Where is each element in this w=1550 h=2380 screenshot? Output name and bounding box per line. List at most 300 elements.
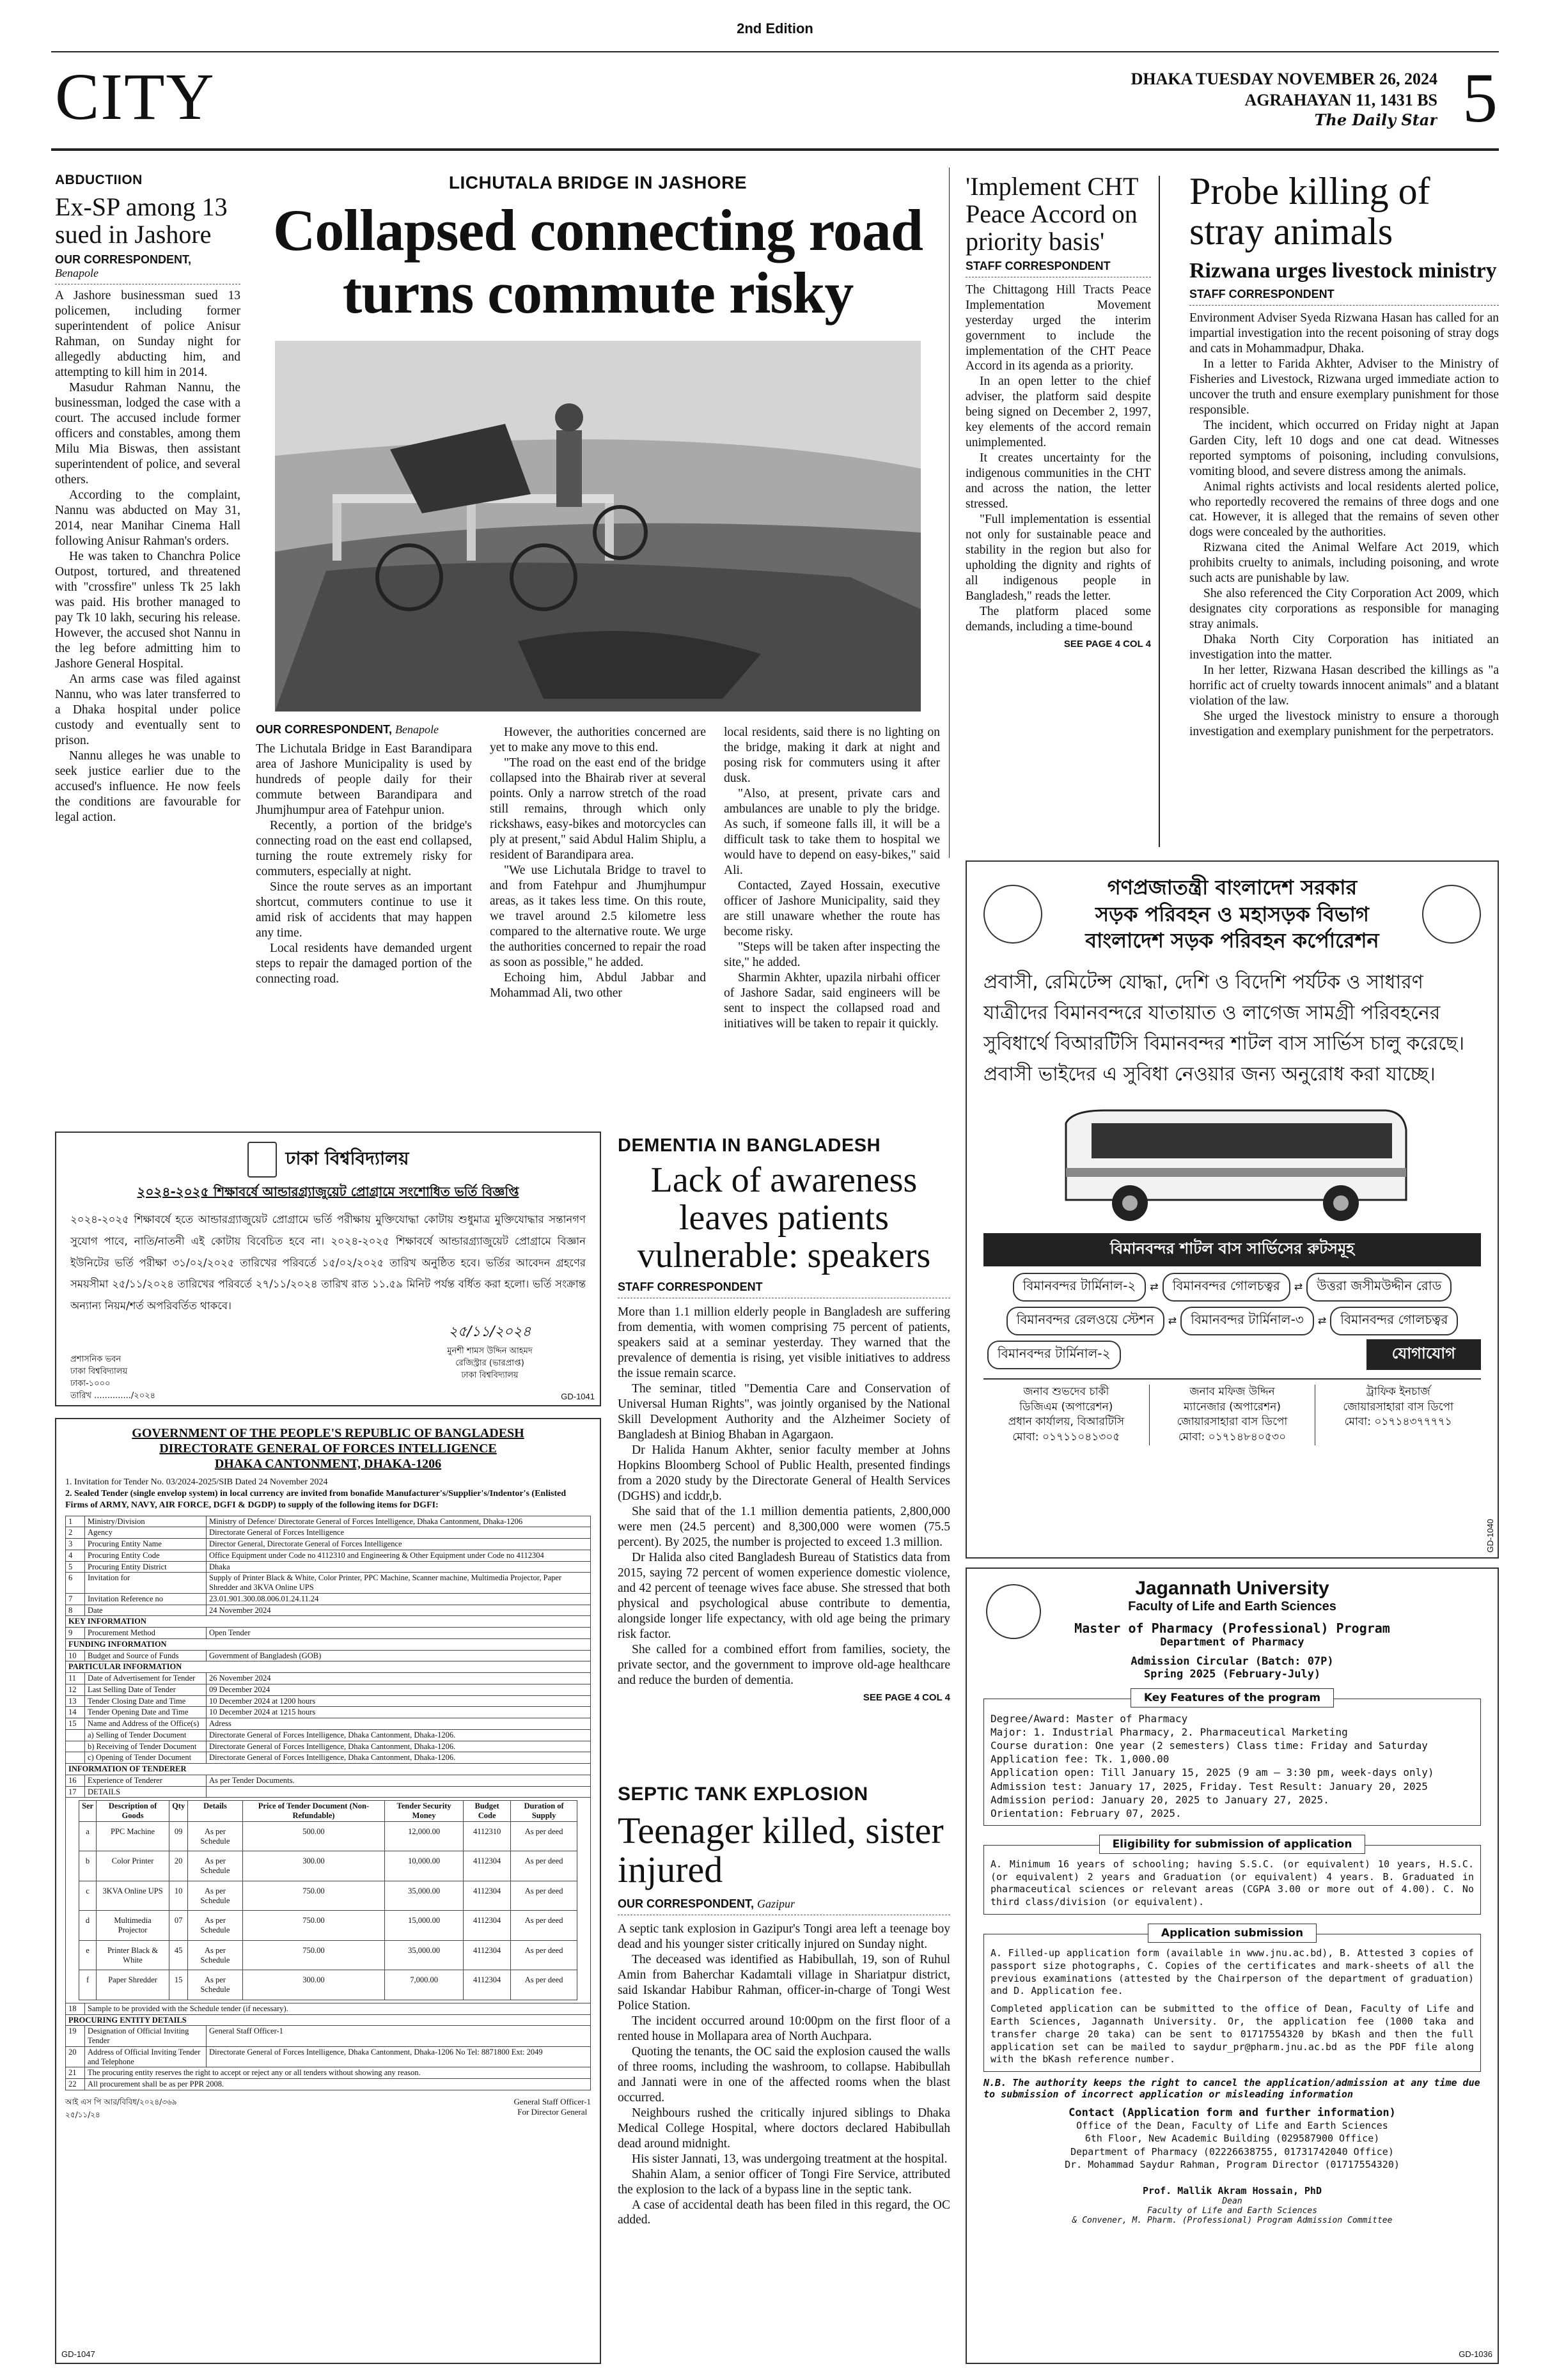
- du-signature-block: [394, 1321, 586, 1402]
- table-cell: Designation of Official Inviting Tender: [85, 2026, 207, 2047]
- tender-header: [65, 1426, 591, 1472]
- items-header-cell: Details: [188, 1801, 243, 1822]
- ju-signature: [983, 2185, 1481, 2225]
- table-cell: Paper Shredder: [97, 1970, 169, 2000]
- tender-sign: General Staff Officer-1 For Director General: [513, 2096, 591, 2117]
- dateline-block: [1131, 69, 1437, 130]
- tender-intro-line: 1. Invitation for Tender No. 03/2024-2025/SIB Dated 24 November 2024: [65, 1477, 328, 1487]
- table-cell: As per deed: [511, 1851, 577, 1881]
- table-row: [66, 1539, 591, 1550]
- table-cell: 2: [66, 1527, 85, 1539]
- table-cell: Sample to be provided with the Schedule tender (if necessary).: [85, 2003, 591, 2014]
- table-cell: DETAILS: [85, 1786, 207, 1798]
- abduction-story: [55, 173, 240, 1112]
- paragraph: The Chittagong Hill Tracts Peace Implementation Movement yesterday urged the interim government to include the implementation of the CHT Peace Accord in its agenda as a priority.: [966, 283, 1151, 373]
- table-cell: f: [79, 1970, 97, 2000]
- paragraph: She also referenced the City Corporation Act 2009, which designates city corporations as responsible for managing stray animals.: [1189, 587, 1499, 632]
- table-cell: As per deed: [511, 1881, 577, 1911]
- contact-person: জনাব মফিজ উদ্দিন ম্যানেজার (অপারেশন) জোয়ারসাহারা বাস ডিপো মোবা: ০১৭১৪৮৪০৫৩০: [1150, 1385, 1316, 1445]
- table-row: [79, 1970, 577, 2000]
- feature-line: Application open: Till January 15, 2025 (9 am – 3:30 pm, week-days only): [990, 1766, 1434, 1779]
- brtc-titles: [1085, 875, 1379, 954]
- route-stop: বিমানবন্দর গোলচত্বর: [1330, 1307, 1458, 1335]
- table-cell: Dhaka: [207, 1561, 591, 1573]
- table-cell: As per deed: [511, 1970, 577, 2000]
- paragraph: Contacted, Zayed Hossain, executive officer of Jashore Municipality, said they are still unaware whether the route has become risky.: [724, 878, 940, 938]
- items-header-cell: Tender Security Money: [385, 1801, 464, 1822]
- gd-code: GD-1047: [61, 2349, 95, 2359]
- du-right-sign: মুনশী শামস উদ্দিন আহমদ রেজিস্ট্রার (ভারপ্রাপ্ত) ঢাকা বিশ্ববিদ্যালয়: [447, 1346, 533, 1380]
- tender-line: DIRECTORATE GENERAL OF FORCES INTELLIGENCE: [159, 1442, 497, 1456]
- table-cell: 35,000.00: [385, 1881, 464, 1911]
- paragraph: Dr Halida also cited Bangladesh Bureau of Statistics data from 2015, saying 72 percent of women experience domestic violence, and 42 percent of teenage wives face abuse. She stressed that both physical and psychological abuse contribute to dementia, alongside longer life expectancy, with old age being the primary risk factor.: [618, 1551, 950, 1642]
- paragraph: A septic tank explosion in Gazipur's Tongi area left a teenage boy dead and his younger sister critically injured on Sunday night.: [618, 1922, 950, 1951]
- table-cell: PPC Machine: [97, 1821, 169, 1851]
- table-cell: As per Schedule: [188, 1821, 243, 1851]
- table-cell: KEY INFORMATION: [66, 1616, 591, 1628]
- byline-place: Benapole: [55, 267, 98, 280]
- table-cell: Directorate General of Forces Intelligence, Dhaka Cantonment, Dhaka-1206.: [207, 1729, 591, 1741]
- paragraph: It creates uncertainty for the indigenous communities in the CHT and across the nation, the letter stressed.: [966, 451, 1151, 511]
- du-body: ২০২৪-২০২৫ শিক্ষাবর্ষে হতে আন্ডারগ্র্যাজুয়েট প্রোগ্রামে ভর্তি পরীক্ষায় মুক্তিযোদ্ধা কোটায় শুধুমাত্র মুক্তিযোদ্ধার সন্তানগণ সুযোগ পাবে, নাতি/নাতনী এই কোটায় বিবেচিত হবে না। ২০২৪-২০২৫ শিক্ষাবর্ষে আন্ডারগ্র্যাজুয়েট প্রোগ্রামে বিজ্ঞান ইউনিটের ভর্তি পরীক্ষা ৩১/০২/২০২৫ তারিখের পরিবর্তে ১৫/০২/২০২৫ তারিখ অনুষ্ঠিত হবে। ভর্তির আবেদন গ্রহণের সময়সীমা ২৫/১১/২০২৪ তারিখের পরিবর্তে ২৭/১১/২০২৪ তারিখ রাত ১১.৫৯ মিনিট পর্যন্ত বর্ধিত করা হলো। ভর্তি সংক্রান্ত অন্যান্য নিয়ম/শর্ত অপরিবর্তিত থাকবে।: [70, 1213, 586, 1312]
- table-row: [66, 1775, 591, 1786]
- story-byline: [618, 1897, 950, 1911]
- table-cell: 21: [66, 2067, 85, 2079]
- table-cell: c) Opening of Tender Document: [85, 1752, 207, 1764]
- table-row: [66, 2026, 591, 2047]
- table-cell: Name and Address of the Office(s): [85, 1718, 207, 1730]
- story-byline: [55, 253, 240, 280]
- items-header-cell: Qty: [169, 1801, 188, 1822]
- feature-line: Degree/Award: Master of Pharmacy: [990, 1713, 1188, 1725]
- story-kicker: DEMENTIA IN BANGLADESH: [618, 1135, 881, 1156]
- table-cell: 4112304: [463, 1911, 510, 1941]
- table-cell: As per Schedule: [188, 1970, 243, 2000]
- byline-place: Gazipur: [757, 1897, 795, 1910]
- table-row: [66, 1752, 591, 1764]
- table-cell: Agency: [85, 1527, 207, 1539]
- items-header-cell: Budget Code: [463, 1801, 510, 1822]
- table-cell: Directorate General of Forces Intelligence: [207, 1527, 591, 1539]
- paragraph: Nannu alleges he was unable to seek justice earlier due to the accused's influence. He now feels the conditions are favourable for legal action.: [55, 749, 240, 824]
- table-cell: 17: [66, 1786, 85, 1798]
- byline-place: Benapole: [395, 723, 439, 736]
- table-cell: 7,000.00: [385, 1970, 464, 2000]
- story-headline: Ex-SP among 13 sued in Jashore: [55, 192, 228, 249]
- paragraph: Animal rights activists and local residents alerted police, who reportedly recovered the remains of three dogs and one cat. However, it is alleged that the remains of seven other dogs were concealed by the authorities.: [1189, 479, 1499, 540]
- feature-line: Major: 1. Industrial Pharmacy, 2. Pharmaceutical Marketing: [990, 1726, 1348, 1739]
- table-row: [66, 1516, 591, 1527]
- table-cell: 20: [169, 1851, 188, 1881]
- table-cell: 10,000.00: [385, 1851, 464, 1881]
- probe-story: [1189, 171, 1499, 849]
- paragraph: local residents, said there is no lighting on the bridge, making it dark at night and posing risk for commuters using it after dusk.: [724, 726, 940, 785]
- column-rule: [949, 167, 950, 858]
- table-row: [66, 1650, 591, 1661]
- table-cell: Procuring Entity Code: [85, 1550, 207, 1561]
- table-cell: Procuring Entity Name: [85, 1539, 207, 1550]
- paragraph: Echoing him, Abdul Jabbar and Mohammad Ali, two other: [490, 970, 706, 1000]
- table-cell: Last Selling Date of Tender: [85, 1684, 207, 1695]
- items-cell: [66, 1798, 591, 2003]
- paragraph: In her letter, Rizwana Hasan described the killings as "a horrific act of cruelty towards innocent animals" and a blatant violation of the law.: [1189, 664, 1499, 708]
- table-row: [66, 1684, 591, 1695]
- table-cell: 500.00: [242, 1821, 384, 1851]
- paragraph: Recently, a portion of the bridge's connecting road on the east end collapsed, turning the route extremely risky for commuters, especially at night.: [256, 818, 472, 878]
- table-cell: e: [79, 1940, 97, 1970]
- table-cell: As per deed: [511, 1821, 577, 1851]
- story-body: [55, 288, 240, 825]
- ju-features: [983, 1699, 1481, 1826]
- see-page-link[interactable]: SEE PAGE 4 COL 4: [863, 1692, 950, 1703]
- ju-header: [983, 1578, 1481, 1681]
- table-cell: As per deed: [511, 1940, 577, 1970]
- dementia-story: [618, 1135, 950, 1749]
- dateline: DHAKA TUESDAY NOVEMBER 26, 2024: [1131, 70, 1437, 88]
- table-cell: As per Schedule: [188, 1911, 243, 1941]
- table-cell: Office Equipment under Code no 4112310 and Engineering & Other Equipment under Code no 4112304: [207, 1550, 591, 1561]
- cht-story: [966, 173, 1151, 850]
- paragraph: "Steps will be taken after inspecting the site," he added.: [724, 940, 940, 969]
- table-cell: 7: [66, 1593, 85, 1605]
- table-row: [66, 1550, 591, 1561]
- table-cell: 26 November 2024: [207, 1673, 591, 1684]
- table-cell: 5: [66, 1561, 85, 1573]
- table-cell: 300.00: [242, 1970, 384, 2000]
- paragraph: According to the complaint, Nannu was abducted on May 31, 2014, near Manihar Cinema Hall following Anisur Rahman's orders.: [55, 488, 240, 548]
- paragraph: The incident occurred around 10:00pm on the first floor of a rented house in Mollapara area of North Auchpara.: [618, 2014, 950, 2043]
- bridge-photo: [275, 341, 921, 712]
- top-rule: [51, 51, 1499, 52]
- table-cell: Government of Bangladesh (GOB): [207, 1650, 591, 1661]
- table-section-row: [66, 2014, 591, 2026]
- paragraph: Sharmin Akhter, upazila nirbahi officer of Jashore Sadar, said engineers will be sent to inspect the collapsed road and initiatives will be taken to repair it quickly.: [724, 970, 940, 1031]
- table-cell: [207, 1786, 591, 1798]
- table-cell: Invitation for: [85, 1573, 207, 1594]
- table-row: [66, 1695, 591, 1707]
- ju-name: Jagannath University: [1135, 1578, 1329, 1599]
- feature-line: Admission period: January 20, 2025 to January 27, 2025.: [990, 1793, 1329, 1806]
- du-left-sign: প্রশাসনিক ভবন ঢাকা বিশ্ববিদ্যালয় ঢাকা-১০০০ তারিখ ............../২০২৪: [70, 1355, 156, 1401]
- paragraph: He was taken to Chanchra Police Outpost, tortured, and threatened with "crossfire" unless Tk 25 lakh was paid. His brother managed to pay Tk 10 lakh, securing his release. However, the accused shot Nannu in the leg before admitting him to Jashore General Hospital.: [55, 550, 240, 671]
- table-cell: Multimedia Projector: [97, 1911, 169, 1941]
- paragraph: Since the route serves as an important shortcut, commuters continue to use it amid risk of accidents that may happen any time.: [256, 880, 472, 940]
- lead-column: [256, 742, 472, 1032]
- table-row: [66, 1718, 591, 1730]
- table-cell: Supply of Printer Black & White, Color Printer, PPC Machine, Scanner machine, Multimedia Projector, Paper Shredder and 3KVA Online UPS: [207, 1573, 591, 1594]
- table-section-row: [66, 1661, 591, 1673]
- table-row: [66, 1593, 591, 1605]
- tender-line: DHAKA CANTONMENT, DHAKA-1206: [214, 1457, 442, 1471]
- table-row: [66, 1527, 591, 1539]
- table-cell: 1: [66, 1516, 85, 1527]
- paragraph: Rizwana cited the Animal Welfare Act 2019, which prohibits cruelty to animals, including poisoning, and wrote such acts are punishable by law.: [1189, 541, 1499, 586]
- ju-admission-ad: [966, 1567, 1499, 2364]
- story-body: [1189, 311, 1499, 740]
- table-cell: 09: [169, 1821, 188, 1851]
- du-signature-date: ২৫/১১/২০২৪: [448, 1324, 531, 1341]
- ju-logo-icon: [986, 1584, 1041, 1639]
- story-headline: 'Implement CHT Peace Accord on priority basis': [966, 173, 1138, 256]
- story-kicker: LICHUTALA BRIDGE IN JASHORE: [448, 173, 748, 192]
- rickshaw-illustration-icon: [275, 341, 921, 712]
- table-cell: 10 December 2024 at 1200 hours: [207, 1695, 591, 1707]
- table-cell: 20: [66, 2046, 85, 2067]
- table-cell: 15,000.00: [385, 1911, 464, 1941]
- items-header-cell: Duration of Supply: [511, 1801, 577, 1822]
- table-cell: 12: [66, 1684, 85, 1695]
- story-body: [618, 1305, 950, 1688]
- table-cell: 18: [66, 2003, 85, 2014]
- story-headline: Teenager killed, sister injured: [618, 1810, 944, 1890]
- ju-sig-name: Prof. Mallik Akram Hossain, PhD: [1143, 2185, 1322, 2197]
- table-cell: Adress: [207, 1718, 591, 1730]
- route-list: বিমানবন্দর টার্মিনাল-২ ⇄ বিমানবন্দর গোলচত্বর ⇄ উত্তরা জসীমউদ্দীন রোড বিমানবন্দর রেলওয়ে স্টেশন ⇄ বিমানবন্দর টার্মিনাল-৩ ⇄ বিমানবন্দর গোলচত্বর বিমানবন্দর টার্মিনাল-২ যোগাযোগ: [983, 1270, 1481, 1372]
- paragraph: A case of accidental death has been filed in this regard, the OC added.: [618, 2198, 950, 2227]
- section-title: CITY: [55, 64, 215, 130]
- tender-table: [65, 1516, 591, 2090]
- feature-line: Course duration: One year (2 semesters) Class time: Friday and Saturday: [990, 1739, 1428, 1752]
- table-row: [66, 1628, 591, 1639]
- paragraph: In a letter to Farida Akhter, Adviser to the Ministry of Fisheries and Livestock, Rizwana urged immediate action to uncover the truth and ensure exemplary punishment for those responsible.: [1189, 357, 1499, 417]
- table-cell: Ministry of Defence/ Directorate General of Forces Intelligence, Dhaka Cantonment, Dhaka-1206: [207, 1516, 591, 1527]
- table-cell: a) Selling of Tender Document: [85, 1729, 207, 1741]
- paragraph: She called for a combined effort from families, society, the private sector, and the government to improve old-age healthcare and reduce the burden of dementia.: [618, 1643, 950, 1688]
- route-stop: বিমানবন্দর গোলচত্বর: [1162, 1273, 1290, 1302]
- story-headline: Probe killing of stray animals: [1189, 171, 1430, 253]
- column-rule: [1159, 176, 1160, 847]
- table-cell: c: [79, 1881, 97, 1911]
- edition-label: 2nd Edition: [737, 20, 813, 36]
- submission-text: A. Filled-up application form (available in www.jnu.ac.bd), B. Attested 3 copies of passport size photographs, C. Copies of the certificates and mark-sheets of all the previous examinations (attested by the Chairperson of the department of graduation) and D. Application fee.: [990, 1947, 1474, 1997]
- du-title: ঢাকা বিশ্ববিদ্যালয়: [285, 1147, 409, 1169]
- paragraph: "Full implementation is essential not only for sustainable peace and stability in the region but also for upholding the dignity and rights of all indigenous people in Bangladesh," reads the letter.: [966, 513, 1151, 603]
- brtc-title: বাংলাদেশ সড়ক পরিবহন কর্পোরেশন: [1085, 928, 1379, 953]
- table-cell: FUNDING INFORMATION: [66, 1638, 591, 1650]
- table-cell: [66, 1752, 85, 1764]
- story-byline: STAFF CORRESPONDENT: [966, 259, 1111, 272]
- masthead-rule: [51, 148, 1499, 151]
- table-row: [66, 1561, 591, 1573]
- table-row: [66, 1729, 591, 1741]
- ju-section-title: Eligibility for submission of application: [1099, 1835, 1366, 1854]
- paragraph: Local residents have demanded urgent steps to repair the damaged portion of the connecting road.: [256, 941, 472, 986]
- story-body: [966, 283, 1151, 635]
- table-row: [66, 1741, 591, 1752]
- story-body: [618, 1922, 950, 2228]
- du-admission-ad: [55, 1132, 601, 1406]
- table-row: [66, 1573, 591, 1594]
- table-row: [66, 1707, 591, 1718]
- brtc-header: [983, 875, 1481, 954]
- byline-text: OUR CORRESPONDENT,: [55, 253, 192, 267]
- story-byline: STAFF CORRESPONDENT: [618, 1280, 763, 1294]
- items-header-cell: Description of Goods: [97, 1801, 169, 1822]
- table-cell: Director General, Directorate General of Forces Intelligence: [207, 1539, 591, 1550]
- table-cell: INFORMATION OF TENDERER: [66, 1764, 591, 1775]
- table-cell: 750.00: [242, 1911, 384, 1941]
- brtc-contacts: [983, 1378, 1481, 1445]
- paragraph: "We use Lichutala Bridge to travel to and from Fatehpur and Jhumjhumpur areas, as it takes less time. On this route, we travel around 2.5 kilometre less compared to the alternative route. We urge the authorities concerned to repair the road as soon as possible," he added.: [490, 863, 706, 969]
- ju-dept: Department of Pharmacy: [1160, 1636, 1304, 1649]
- table-cell: 12,000.00: [385, 1821, 464, 1851]
- table-cell: Printer Black & White: [97, 1940, 169, 1970]
- byline-text: OUR CORRESPONDENT,: [256, 723, 393, 736]
- table-cell: Directorate General of Forces Intelligence, Dhaka Cantonment, Dhaka-1206 No Tel: 8871800 Ext: 2049: [207, 2046, 591, 2067]
- table-cell: PROCURING ENTITY DETAILS: [66, 2014, 591, 2026]
- table-cell: 14: [66, 1707, 85, 1718]
- table-cell: As per Schedule: [188, 1881, 243, 1911]
- ju-note: N.B. The authority keeps the right to cancel the application/admission at any time due to submission of incorrect application or misleading information: [983, 2077, 1480, 2101]
- gd-code: GD-1040: [1485, 1519, 1495, 1553]
- items-table: [79, 1800, 577, 2000]
- table-cell: a: [79, 1821, 97, 1851]
- brtc-logo-icon: [1422, 885, 1481, 944]
- table-cell: 750.00: [242, 1881, 384, 1911]
- paragraph: Dhaka North City Corporation has initiated an investigation into the matter.: [1189, 633, 1499, 662]
- paragraph: The Lichutala Bridge in East Barandipara area of Jashore Municipality is used by hundreds of people daily for their commute between Barandipara and Jhumjhumpur area of Fatehpur union.: [256, 742, 472, 817]
- table-row: [66, 2046, 591, 2067]
- table-row: [66, 1673, 591, 1684]
- ju-submission: [983, 1934, 1481, 2072]
- table-cell: Directorate General of Forces Intelligence, Dhaka Cantonment, Dhaka-1206.: [207, 1741, 591, 1752]
- table-cell: 4112310: [463, 1821, 510, 1851]
- tender-intro: [65, 1477, 591, 1512]
- paragraph: "The road on the east end of the bridge collapsed into the Bhairab river at several points. Only a narrow stretch of the road still remains, through which only rickshaws, easy-bikes and motorcycles can ply at present," said Abdul Halim Shiplu, a resident of Barandipara area.: [490, 756, 706, 862]
- brtc-body: প্রবাসী, রেমিটেন্স যোদ্ধা, দেশি ও বিদেশি পর্যটক ও সাধারণ যাত্রীদের বিমানবন্দরে যাতায়াত ও লাগেজ সামগ্রী পরিবহনের সুবিধার্থে বিআরটিসি বিমানবন্দর শাটল বাস সার্ভিস চালু করেছে। প্রবাসী ভাইদের এ সুবিধা নেওয়ার জন্য অনুরোধ করা যাচ্ছে।: [983, 970, 1465, 1085]
- dgfi-tender-ad: [55, 1418, 601, 2364]
- bd-map-logo-icon: [983, 885, 1042, 944]
- tender-line: GOVERNMENT OF THE PEOPLE'S REPUBLIC OF BANGLADESH: [132, 1426, 524, 1440]
- ju-section-title: Application submission: [1148, 1924, 1317, 1943]
- byline-text: OUR CORRESPONDENT,: [618, 1897, 755, 1910]
- story-kicker: SEPTIC TANK EXPLOSION: [618, 1784, 868, 1805]
- table-row: [66, 2003, 591, 2014]
- table-cell: 19: [66, 2026, 85, 2047]
- table-cell: 4112304: [463, 1940, 510, 1970]
- items-row: [66, 1798, 591, 2003]
- table-row: [66, 1605, 591, 1616]
- paragraph: Quoting the tenants, the OC said the explosion caused the walls of three rooms, including the washroom, to collapse. Habibullah and Jannati were in one of the affected rooms when the blast occurred.: [618, 2044, 950, 2104]
- table-cell: b: [79, 1851, 97, 1881]
- table-cell: 3KVA Online UPS: [97, 1881, 169, 1911]
- lead-story: [256, 173, 940, 1112]
- table-cell: Tender Opening Date and Time: [85, 1707, 207, 1718]
- feature-line: Admission test: January 17, 2025, Friday. Test Result: January 20, 2025: [990, 1780, 1428, 1793]
- route-stop: বিমানবন্দর টার্মিনাল-২: [1013, 1273, 1147, 1302]
- table-cell: 22: [66, 2079, 85, 2090]
- paragraph: The incident, which occurred on Friday night at Japan Garden City, left 10 dogs and one cat dead. Witnesses reported symptoms of poisoning, including convulsions, vomiting blood, and severe distress among the animals.: [1189, 418, 1499, 478]
- tender-footer: [65, 2097, 591, 2122]
- table-cell: All procurement shall be as per PPR 2008.: [85, 2079, 591, 2090]
- ju-program: Master of Pharmacy (Professional) Program: [1074, 1621, 1390, 1636]
- table-cell: 4112304: [463, 1881, 510, 1911]
- table-cell: 10: [66, 1650, 85, 1661]
- ju-section-title: Key Features of the program: [1131, 1688, 1334, 1707]
- table-row: [79, 1851, 577, 1881]
- paragraph: Masudur Rahman Nannu, the businessman, lodged the case with a court. The accused include former officers and constables, among them Milu Mia Biswas, then assistant superintendent of police, and several others.: [55, 381, 240, 487]
- feature-line: Application fee: Tk. 1,000.00: [990, 1753, 1170, 1766]
- table-cell: 750.00: [242, 1940, 384, 1970]
- paragraph: Neighbours rushed the critically injured siblings to Dhaka Medical College Hospital, where doctors declared Habibullah dead around midnight.: [618, 2106, 950, 2151]
- ju-contact-title: Contact (Application form and further information): [1069, 2106, 1396, 2120]
- paragraph: Environment Adviser Syeda Rizwana Hasan has called for an impartial investigation into the recent poisoning of stray dogs and cats in Mohammadpur, Dhaka.: [1189, 311, 1499, 355]
- paragraph: She urged the livestock ministry to ensure a thorough investigation and exemplary punishment for the perpetrators.: [1189, 710, 1499, 739]
- table-cell: Open Tender: [207, 1628, 591, 1639]
- table-section-row: [66, 1638, 591, 1650]
- table-cell: Procurement Method: [85, 1628, 207, 1639]
- table-cell: 07: [169, 1911, 188, 1941]
- ju-circular: Admission Circular (Batch: 07P): [1131, 1655, 1334, 1668]
- paper-name: The Daily Star: [1314, 111, 1437, 129]
- brtc-shuttle-ad: [966, 860, 1499, 1559]
- table-cell: 15: [66, 1718, 85, 1730]
- table-cell: 15: [169, 1970, 188, 2000]
- contact-person: ট্রাফিক ইনচার্জ জোয়ারসাহারা বাস ডিপো মোবা: ০১৭১৪৩৭৭৭৭১: [1343, 1385, 1454, 1429]
- see-page-link[interactable]: SEE PAGE 4 COL 4: [1063, 639, 1151, 650]
- paragraph: An arms case was filed against Nannu, who was later transferred to a Dhaka hospital under police custody and eventually sent to prison.: [55, 672, 240, 747]
- table-cell: General Staff Officer-1: [207, 2026, 591, 2047]
- story-subhead: Rizwana urges livestock ministry: [1189, 259, 1497, 283]
- table-cell: 24 November 2024: [207, 1605, 591, 1616]
- table-cell: The procuring entity reserves the right to accept or reject any or all tenders without showing any reason.: [85, 2067, 591, 2079]
- paragraph: His sister Jannati, 13, was undergoing treatment at the hospital.: [632, 2152, 948, 2166]
- table-cell: b) Receiving of Tender Document: [85, 1741, 207, 1752]
- routes-title: বিমানবন্দর শাটল বাস সার্ভিসের রুটসমূহ: [983, 1233, 1481, 1266]
- table-cell: PARTICULAR INFORMATION: [66, 1661, 591, 1673]
- paragraph: She said that of the 1.1 million dementia patients, 2,800,000 were men (24.5 percent) and 8,300,000 were women (75.5 percent). By 2025, the number is projected to exceed 1.3 million.: [618, 1505, 950, 1550]
- paragraph: Shahin Alam, a senior officer of Tongi Fire Service, attributed the explosion to the lack of a bypass line in the septic tank.: [618, 2167, 950, 2197]
- table-row: [79, 1911, 577, 1941]
- table-cell: 4112304: [463, 1851, 510, 1881]
- table-cell: [66, 1729, 85, 1741]
- items-header-cell: Ser: [79, 1801, 97, 1822]
- tender-intro-line: 2. Sealed Tender (single envelop system) in local currency are invited from bonafide Manufacturer's/Supplier's/Indentor's (Enlisted Firms of ARMY, NAVY, AIR FORCE, DGFI & DGDP) to supply of the following items for DGFI:: [65, 1489, 567, 1511]
- table-cell: As per Tender Documents.: [207, 1775, 591, 1786]
- route-stop: বিমানবন্দর টার্মিনাল-২: [987, 1341, 1121, 1369]
- table-cell: 35,000.00: [385, 1940, 464, 1970]
- submission-text: Completed application can be submitted to the office of Dean, Faculty of Life and Earth Sciences, Jagannath University. Or, the application fee (1000 taka and transfer charge 20 taka) can be sent to 01717554320 by bKash and then the full application set can be mailed to saydur_pr@pharm.jnu.ac.bd as the PDF file along with the bKash reference number.: [990, 2003, 1474, 2065]
- table-cell: 300.00: [242, 1851, 384, 1881]
- bangla-date: AGRAHAYAN 11, 1431 BS: [1244, 90, 1437, 109]
- table-section-row: [66, 1764, 591, 1775]
- table-cell: Directorate General of Forces Intelligence, Dhaka Cantonment, Dhaka-1206.: [207, 1752, 591, 1764]
- table-cell: 16: [66, 1775, 85, 1786]
- table-cell: 09 December 2024: [207, 1684, 591, 1695]
- gd-code: GD-1041: [561, 1392, 595, 1401]
- table-cell: As per deed: [511, 1911, 577, 1941]
- table-cell: Invitation Reference no: [85, 1593, 207, 1605]
- ju-sig-title: Dean Faculty of Life and Earth Sciences & Convener, M. Pharm. (Professional) Program Admission Committee: [1072, 2197, 1393, 2226]
- paragraph: The seminar, titled "Dementia Care and Conservation of Universal Human Rights", was jointly organised by the National Skill Development Authority and the Alzheimer Society of Bangladesh at Biniog Bhaban in Agargaon.: [618, 1382, 950, 1442]
- ju-eligibility: A. Minimum 16 years of schooling; having S.S.C. (or equivalent) 10 years, H.S.C. (or equivalent) 2 years and Graduation (or equivalent) 4 years. B. Graduated in pharmaceutical sciences or relevant areas (CGPA 3.00 or more out of 4.00). C. No third class/division (or equivalent).: [983, 1845, 1481, 1915]
- table-row: [79, 1821, 577, 1851]
- table-row: [79, 1940, 577, 1970]
- table-section-row: [66, 1616, 591, 1628]
- contact-person: জনাব শুভদেব চাকী ডিজিএম (অপারেশন) প্রধান কার্যালয়, বিআরটিসি মোবা: ০১৭১১০৪১৩০৫: [983, 1385, 1150, 1445]
- brtc-title: সড়ক পরিবহন ও মহাসড়ক বিভাগ: [1095, 901, 1369, 926]
- table-cell: 23.01.901.300.08.006.01.24.11.24: [207, 1593, 591, 1605]
- items-header: [79, 1801, 577, 1822]
- route-stop: বিমানবন্দর টার্মিনাল-৩: [1180, 1307, 1314, 1335]
- table-cell: 4112304: [463, 1970, 510, 2000]
- table-cell: 11: [66, 1673, 85, 1684]
- story-headline: Lack of awareness leaves patients vulnerable: speakers: [637, 1160, 931, 1275]
- table-cell: 6: [66, 1573, 85, 1594]
- table-cell: Color Printer: [97, 1851, 169, 1881]
- table-cell: 4: [66, 1550, 85, 1561]
- story-byline: STAFF CORRESPONDENT: [1189, 287, 1335, 300]
